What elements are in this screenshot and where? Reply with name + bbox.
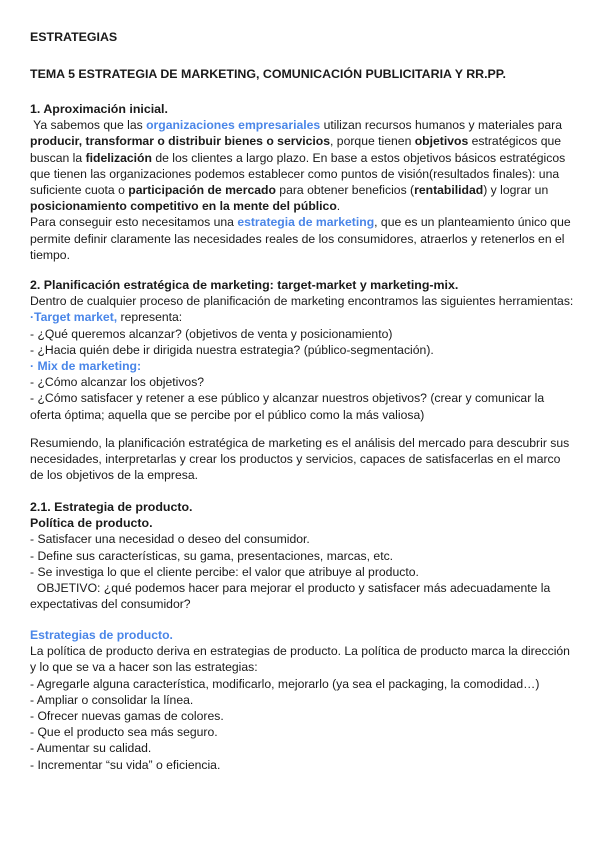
list-item: - ¿Cómo satisfacer y retener a ese público y alcanzar nuestros objetivos? (crear y comunicar la — [30, 391, 545, 406]
highlight-term: estrategia de marketing — [237, 215, 375, 230]
list-item: - Incrementar “su vida” o eficiencia. — [30, 757, 221, 772]
paragraph-line: tiempo. — [30, 247, 70, 262]
section-1-heading: 1. Aproximación inicial. — [30, 102, 168, 116]
paragraph-line: necesidades, interpretarlas y crear los productos y servicios, capaces de satisfacerlas en el marco — [30, 452, 561, 467]
list-item: - Se investiga lo que el cliente percibe: el valor que atribuye al producto. — [30, 564, 419, 579]
list-item: - ¿Qué queremos alcanzar? (objetivos de venta y posicionamiento) — [30, 326, 393, 341]
paragraph-line: Dentro de cualquier proceso de planificación de marketing encontramos las siguientes herramientas: — [30, 294, 574, 309]
highlight-term: ·Target market, — [30, 310, 118, 325]
section-2-1-heading: 2.1. Estrategia de producto. — [30, 500, 193, 514]
paragraph-line: producir, transformar o distribuir bienes o servicios, porque tienen objetivos estratégicos que — [30, 134, 562, 149]
list-item: - Agregarle alguna característica, modificarlo, mejorarlo (ya sea el packaging, la comodidad…) — [30, 676, 540, 691]
paragraph-line: de los objetivos de la empresa. — [30, 468, 199, 483]
paragraph-line: expectativas del consumidor? — [30, 597, 191, 612]
paragraph-line: oferta óptima; aquella que se percibe por el público como la más valiosa) — [30, 407, 425, 422]
paragraph-line: permite definir claramente las necesidades reales de los consumidores, atraerlos y retenerlos en el — [30, 231, 565, 246]
document-title: ESTRATEGIAS — [30, 30, 118, 44]
list-item: - Que el producto sea más seguro. — [30, 725, 218, 740]
paragraph-line: Ya sabemos que las organizaciones empresariales utilizan recursos humanos y materiales para — [30, 118, 563, 133]
paragraph-line: que tienen las organizaciones podemos establecer como puntos de visión(resultados finales): una — [30, 166, 560, 181]
section-1 — [30, 101, 575, 263]
list-item: - Satisfacer una necesidad o deseo del consumidor. — [30, 532, 310, 547]
list-item: - Ofrecer nuevas gamas de colores. — [30, 709, 224, 724]
list-item: - Aumentar su calidad. — [30, 741, 152, 756]
list-item: - Define sus características, su gama, presentaciones, marcas, etc. — [30, 548, 394, 563]
paragraph-line: y lo que se va a hacer son las estrategias: — [30, 660, 258, 675]
list-item: - ¿Hacia quién debe ir dirigida nuestra estrategia? (público-segmentación). — [30, 342, 434, 357]
paragraph-line: posicionamiento competitivo en la mente del público. — [30, 199, 341, 214]
paragraph-line: ·Target market, representa: — [30, 310, 183, 325]
list-item: - ¿Cómo alcanzar los objetivos? — [30, 375, 205, 390]
product-strategies-heading: Estrategias de producto. — [30, 628, 173, 642]
paragraph-line: La política de producto deriva en estrategias de producto. La política de producto marca la dirección — [30, 644, 570, 659]
summary-paragraph — [30, 435, 575, 484]
paragraph-line: OBJETIVO: ¿qué podemos hacer para mejorar el producto y satisfacer más adecuadamente la — [30, 581, 551, 596]
paragraph-line: Resumiendo, la planificación estratégica de marketing es el análisis del mercado para descubrir sus — [30, 436, 570, 450]
subheading: Política de producto. — [30, 516, 153, 531]
paragraph-line: buscan la fidelización de los clientes a largo plazo. En base a estos objetivos básicos estratégicos — [30, 150, 566, 165]
highlight-term: organizaciones empresariales — [146, 118, 321, 133]
highlight-term: · Mix de marketing: — [30, 359, 142, 374]
section-2-heading: 2. Planificación estratégica de marketing: target-market y marketing-mix. — [30, 278, 459, 292]
section-2-1 — [30, 499, 575, 612]
paragraph-line: suficiente cuota o participación de mercado para obtener beneficios (rentabilidad) y lograr un — [30, 183, 549, 198]
tema-heading: TEMA 5 ESTRATEGIA DE MARKETING, COMUNICACIÓN PUBLICITARIA Y RR.PP. — [30, 67, 506, 81]
section-2 — [30, 277, 575, 423]
list-item: - Ampliar o consolidar la línea. — [30, 692, 194, 707]
product-strategies — [30, 627, 575, 773]
paragraph-line: Para conseguir esto necesitamos una estrategia de marketing, que es un planteamiento único que — [30, 215, 571, 230]
